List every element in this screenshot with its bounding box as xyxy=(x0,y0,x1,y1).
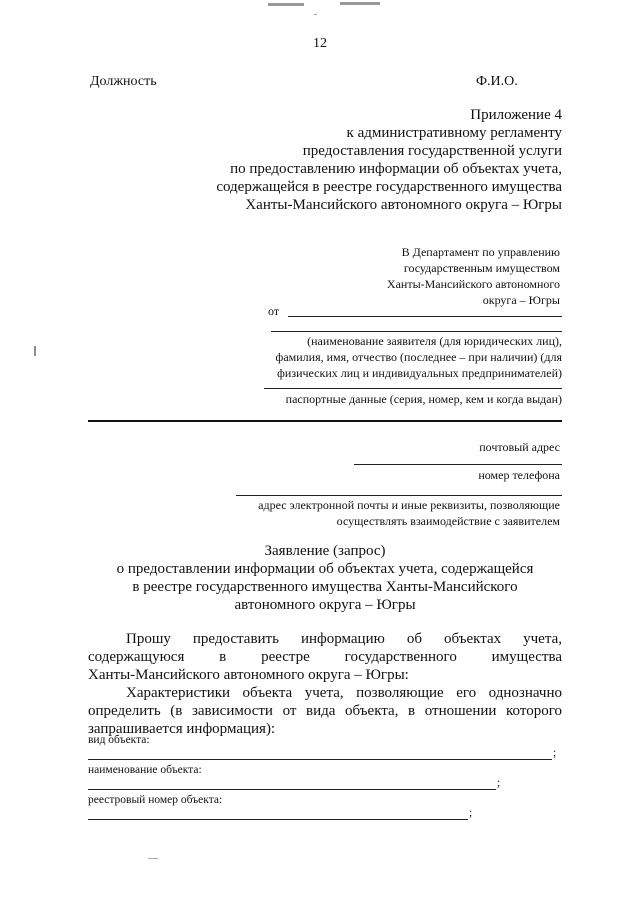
position-label: Должность xyxy=(90,74,157,89)
title-line: автономного округа – Югры xyxy=(234,597,416,613)
name-label: Ф.И.О. xyxy=(476,74,518,89)
email-line xyxy=(236,495,562,496)
appendix-line: к административному регламенту xyxy=(346,125,562,141)
body-paragraph-1 xyxy=(88,630,562,684)
appendix-line: Приложение 4 xyxy=(470,107,562,123)
appendix-line: Ханты-Мансийского автономного округа – Югры xyxy=(245,197,562,213)
phone-label: номер телефона xyxy=(478,468,560,482)
body-line: определить (в зависимости от вида объекта, в отношении которого xyxy=(88,703,562,719)
addressee-block xyxy=(240,244,560,308)
addressee-line: В Департамент по управлению xyxy=(401,245,560,259)
body-line: Ханты-Мансийского автономного округа – Югры: xyxy=(88,667,409,683)
scan-mark xyxy=(340,2,380,5)
scan-mark xyxy=(314,14,317,15)
field-terminator: ; xyxy=(469,807,473,819)
appendix-line: по предоставлению информации об объектах учета, xyxy=(230,161,562,177)
field-label: реестровый номер объекта: xyxy=(88,794,223,806)
email-hint-line: адрес электронной почты и иные реквизиты, позволяющие xyxy=(258,498,560,512)
title-line: о предоставлении информации об объектах учета, содержащейся xyxy=(116,561,534,577)
email-hint-line: осуществлять взаимодействие с заявителем xyxy=(336,514,560,528)
applicant-hint-line: фамилия, имя, отчество (последнее – при наличии) (для xyxy=(275,350,562,364)
addressee-line: округа – Югры xyxy=(482,293,560,307)
appendix-line: содержащейся в реестре государственного имущества xyxy=(216,179,562,195)
appendix-block xyxy=(62,106,562,214)
field-line[interactable] xyxy=(88,789,496,790)
field-line[interactable] xyxy=(88,759,552,760)
title-line: Заявление (запрос) xyxy=(264,543,386,559)
addressee-line: Ханты-Мансийского автономного xyxy=(386,277,560,291)
postal-address-label: почтовый адрес xyxy=(479,440,560,454)
body-paragraph-2 xyxy=(88,684,562,738)
scan-mark xyxy=(34,346,36,356)
body-line: запрашивается информация): xyxy=(88,721,276,737)
applicant-hint-line: (наименование заявителя (для юридических лиц), xyxy=(307,334,562,348)
document-title xyxy=(60,542,590,614)
applicant-hint-line: физических лиц и индивидуальных предпринимателей) xyxy=(277,366,562,380)
body-line: Характеристики объекта учета, позволяющие его однозначно xyxy=(126,685,562,701)
from-label: от xyxy=(268,304,280,318)
title-line: в реестре государственного имущества Ханты-Мансийского xyxy=(132,579,518,595)
phone-line xyxy=(354,464,562,465)
passport-hint: паспортные данные (серия, номер, кем и когда выдан) xyxy=(285,392,562,406)
appendix-line: предоставления государственной услуги xyxy=(302,143,562,159)
applicant-hint xyxy=(222,333,562,381)
full-width-line xyxy=(88,420,562,422)
field-line[interactable] xyxy=(88,819,468,820)
field-terminator: ; xyxy=(553,747,557,759)
field-terminator: ; xyxy=(497,777,501,789)
body-line: Прошу предоставить информацию об объектах учета, xyxy=(126,631,562,647)
applicant-line xyxy=(288,316,562,317)
addressee-line: государственным имуществом xyxy=(403,261,560,275)
field-label: вид объекта: xyxy=(88,734,150,746)
passport-line xyxy=(264,388,562,389)
applicant-line-2 xyxy=(271,331,562,332)
scan-mark xyxy=(268,3,304,6)
scan-mark xyxy=(148,858,158,859)
page-number: 12 xyxy=(313,36,327,51)
body-line: содержащуюся в реестре государственного имущества xyxy=(88,649,562,665)
field-label: наименование объекта: xyxy=(88,764,202,776)
email-hint xyxy=(220,497,560,529)
